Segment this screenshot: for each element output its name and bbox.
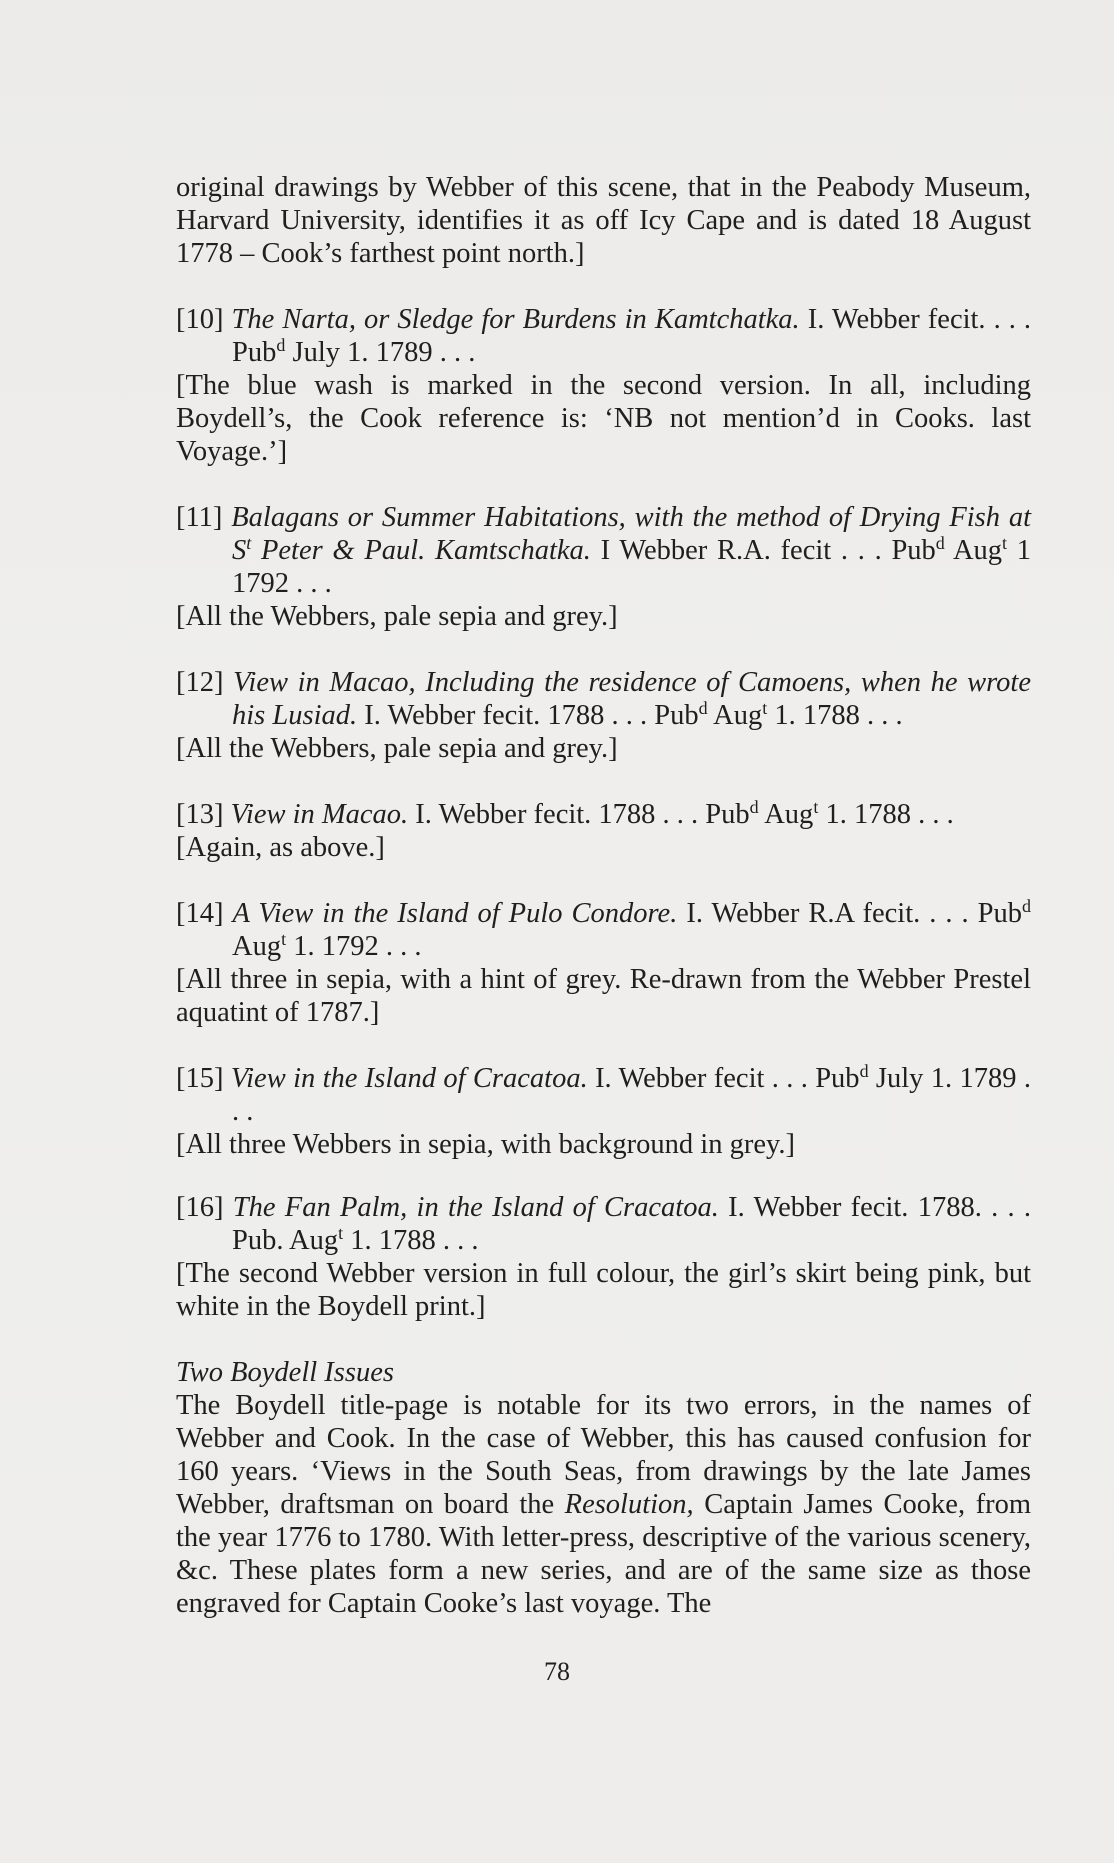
entry-head	[176, 501, 1031, 600]
entry-head	[176, 897, 1031, 963]
entry-credit-tail: 1. 1792 . . .	[286, 931, 422, 962]
entry-title: A View in the Island of Pulo Condore.	[232, 898, 678, 929]
superscript: t	[338, 1223, 344, 1243]
section-body-text: The Boydell title-page is notable for its two errors, in the names of Webber and Cook. In the case of Webber, this has caused confusion for 160 years. ‘Views in the South Seas, from drawings by the late James Webber, draftsman on board the	[176, 1390, 1031, 1520]
entry-title: Balagans or Summer Habitations, with the method of Drying Fish at $S^t$ Peter & Paul. Kamtschatka.	[231, 502, 1031, 566]
entry-note: [All the Webbers, pale sepia and grey.]	[176, 601, 618, 632]
entry-12	[176, 666, 1031, 765]
superscript: t	[813, 797, 819, 817]
entry-head	[176, 1062, 1031, 1128]
superscript: d	[749, 797, 759, 817]
entry-credit-tail: 1. 1788 . . .	[767, 700, 903, 731]
superscript: d	[935, 533, 945, 553]
entry-15	[176, 1062, 1031, 1161]
section-heading: Two Boydell Issues	[176, 1357, 394, 1388]
entry-head	[176, 303, 1031, 369]
superscript: t	[1002, 533, 1008, 553]
entry-credit: I. Webber fecit. 1788 . . . Pub	[364, 700, 699, 731]
entry-note: [Again, as above.]	[176, 832, 385, 863]
entry-10	[176, 303, 1031, 468]
entry-number: [11]	[176, 502, 223, 533]
superscript: t	[281, 929, 287, 949]
entry-title: View in Macao, Including the residence of Camoens, when he wrote his Lusiad.	[232, 667, 1032, 731]
entry-note: [The blue wash is marked in the second version. In all, including Boydell’s, the Cook reference is: ‘NB not mention’d in Cooks. last Voyage.’]	[176, 370, 1031, 467]
entry-credit-tail: July 1. 1789 . . .	[285, 337, 476, 368]
section-body	[176, 1389, 1031, 1620]
entry-note: [The second Webber version in full colour, the girl’s skirt being pink, but white in the Boydell print.]	[176, 1258, 1031, 1322]
entry-11	[176, 501, 1031, 633]
entry-number: [14]	[176, 898, 224, 929]
entry-title: The Fan Palm, in the Island of Cracatoa.	[232, 1192, 719, 1223]
section-body-text: Captain James Cooke, from the year 1776 to 1780. With letter-press, descriptive of the various scenery, &c. These plates form a new series, and are of the same size as those engraved for Captain Cooke’s last voyage. The	[176, 1489, 1031, 1619]
page-body	[176, 171, 1031, 1620]
entry-13	[176, 798, 1031, 864]
entry-note: [All the Webbers, pale sepia and grey.]	[176, 733, 618, 764]
entry-head	[176, 798, 1031, 831]
entry-number: [15]	[176, 1063, 224, 1094]
superscript: d	[276, 335, 286, 355]
entry-credit: I. Webber fecit. . . . Pub	[232, 304, 1032, 368]
entry-note: [All three Webbers in sepia, with background in grey.]	[176, 1129, 795, 1160]
entry-number: [13]	[176, 799, 224, 830]
entry-title: View in the Island of Cracatoa.	[230, 1063, 588, 1094]
entry-head	[176, 666, 1031, 732]
superscript: d	[859, 1061, 869, 1081]
entry-credit: I Webber R.A. fecit . . . Pub	[600, 535, 936, 566]
entry-number: [16]	[176, 1192, 224, 1223]
entry-head	[176, 1191, 1031, 1257]
entry-note: [All three in sepia, with a hint of grey. Re-drawn from the Webber Prestel aquatint of 1787.]	[176, 964, 1031, 1028]
entry-credit: I. Webber fecit. 1788. . . . Pub. Aug	[232, 1192, 1032, 1256]
entry-credit-mid: Aug	[758, 799, 814, 830]
entry-credit-tail: 1 1792 . . .	[232, 535, 1032, 599]
entry-credit-mid: Aug	[944, 535, 1003, 566]
entry-number: [10]	[176, 304, 224, 335]
entry-credit: I. Webber R.A fecit. . . . Pub	[686, 898, 1023, 929]
entry-credit: I. Webber fecit . . . Pub	[595, 1063, 860, 1094]
entry-14	[176, 897, 1031, 1029]
entry-credit-tail: 1. 1788 . . .	[343, 1225, 479, 1256]
intro-note: original drawings by Webber of this scene, that in the Peabody Museum, Harvard University, identifies it as off Icy Cape and is dated 18 August 1778 – Cook’s farthest point north.]	[176, 172, 1031, 269]
entry-number: [12]	[176, 667, 224, 698]
superscript: t	[762, 698, 768, 718]
entry-credit-mid: Aug	[707, 700, 763, 731]
entry-credit: I. Webber fecit. 1788 . . . Pub	[415, 799, 750, 830]
entry-credit-tail: 1. 1788 . . .	[818, 799, 954, 830]
entry-title: The Narta, or Sledge for Burdens in Kamtchatka.	[231, 304, 800, 335]
ship-name: Resolution,	[564, 1489, 694, 1520]
superscript: d	[1022, 896, 1032, 916]
entry-title: View in Macao.	[230, 799, 409, 830]
entry-16	[176, 1191, 1031, 1323]
superscript: d	[698, 698, 708, 718]
page-number: 78	[544, 1657, 570, 1686]
entry-credit-mid: Aug	[232, 931, 282, 962]
entry-credit-tail: July 1. 1789 . . .	[232, 1063, 1031, 1127]
